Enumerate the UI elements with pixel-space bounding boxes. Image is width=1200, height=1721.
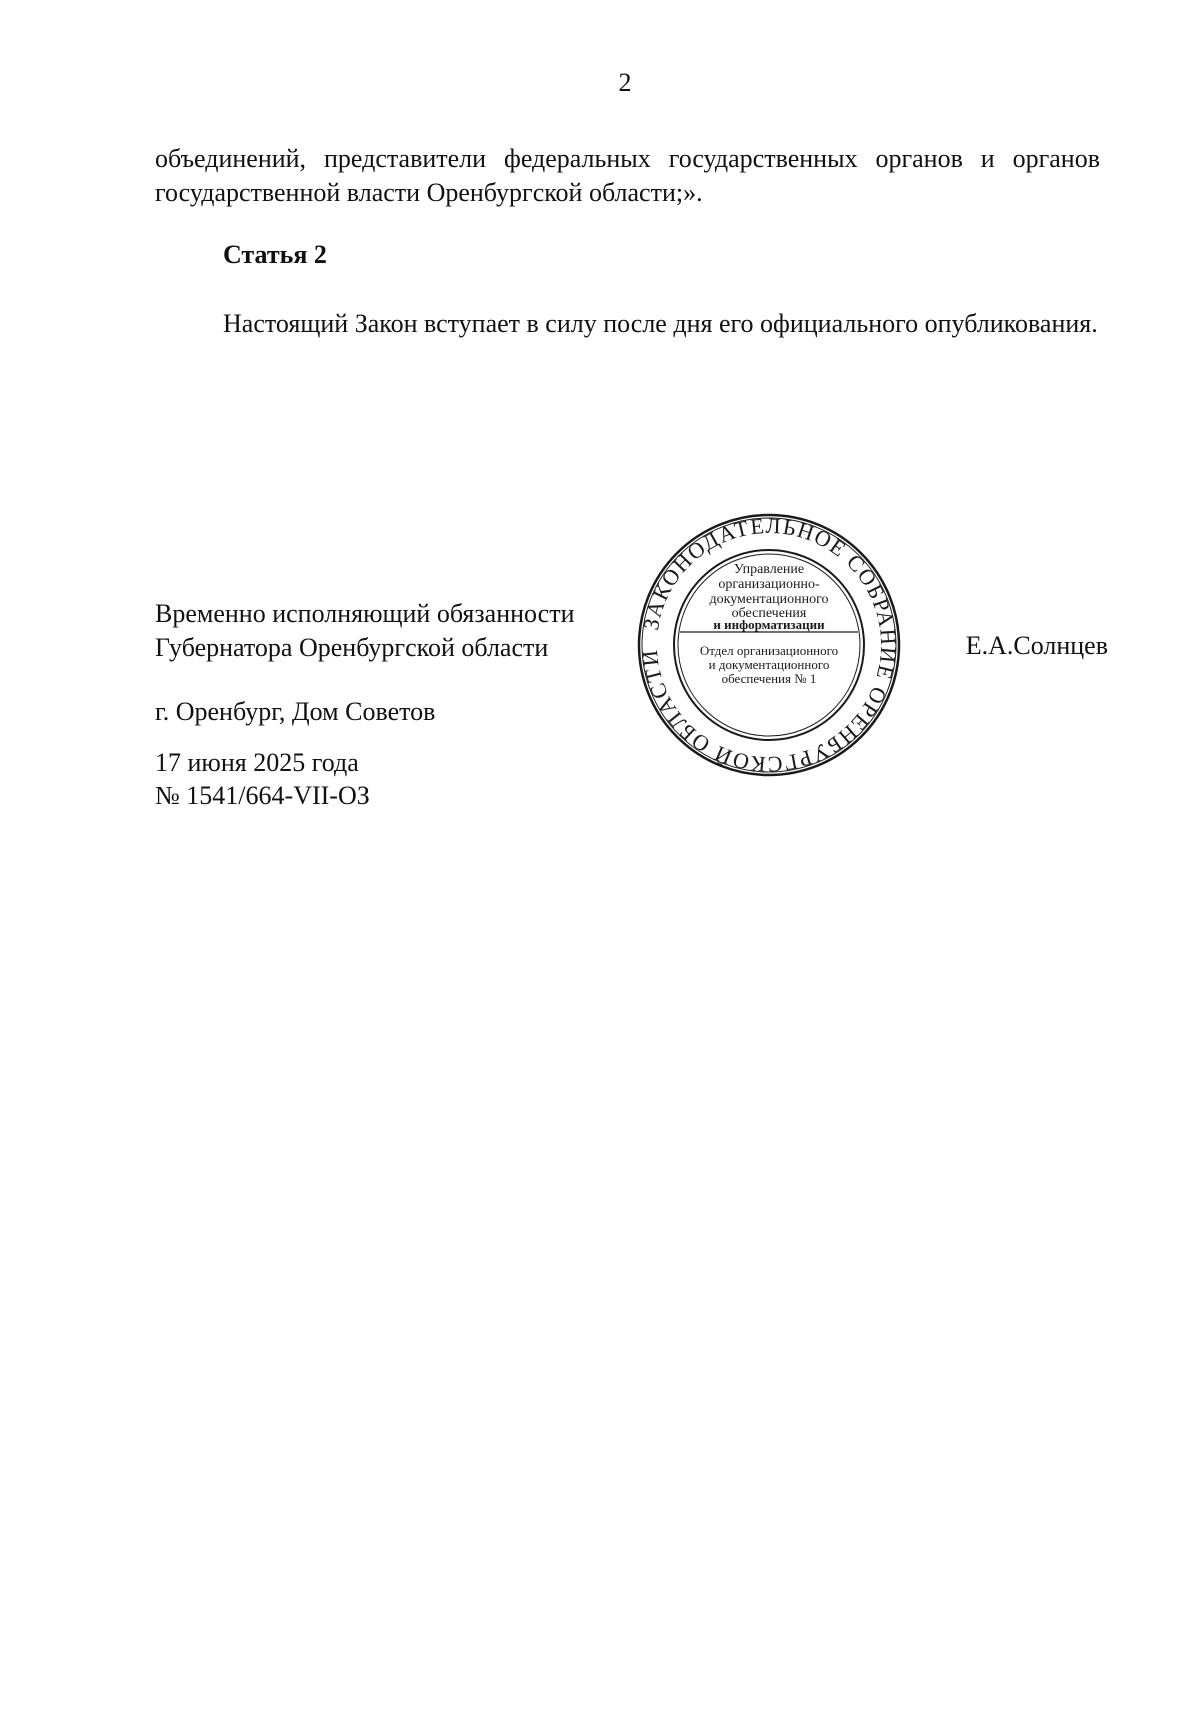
seal-inner-line5: и информатизации (713, 617, 825, 632)
seal-outer-text: ЗАКОНОДАТЕЛЬНОЕ СОБРАНИЕ ОРЕНБУРГСКОЙ ОБЛАСТИ (636, 512, 902, 778)
signatory-position (155, 597, 575, 665)
page-number: 2 (618, 68, 632, 97)
law-number: № 1541/664-VII-ОЗ (155, 781, 370, 810)
signatory-name: Е.А.Солнцев (965, 631, 1108, 660)
seal-inner-line1: Управление (733, 562, 805, 577)
article-text: Настоящий Закон вступает в силу после дня его официального опубликования. (223, 309, 1098, 338)
place-of-signing: г. Оренбург, Дом Советов (155, 697, 436, 726)
signatory-position-line1: Временно исполняющий обязанности (155, 599, 575, 628)
official-seal-stamp (636, 512, 902, 778)
paragraph-continuation: объединений, представители федеральных государственных органов и органов государственной власти Оренбургской области;». (155, 144, 1100, 207)
seal-inner-line8: обеспечения № 1 (721, 671, 817, 686)
seal-inner-line2: организационно- (718, 577, 820, 592)
seal-inner-line6: Отдел организационного (699, 643, 839, 658)
seal-inner-line7: и документационного (708, 657, 830, 672)
seal-inner-line4: обеспечения (731, 606, 807, 621)
seal-inner-line3: документационного (709, 592, 829, 607)
article-heading: Статья 2 (223, 240, 327, 269)
seal-icon (636, 512, 902, 778)
signatory-position-line2: Губернатора Оренбургской области (155, 633, 549, 662)
date-and-number (155, 746, 370, 812)
signing-date: 17 июня 2025 года (155, 748, 359, 777)
